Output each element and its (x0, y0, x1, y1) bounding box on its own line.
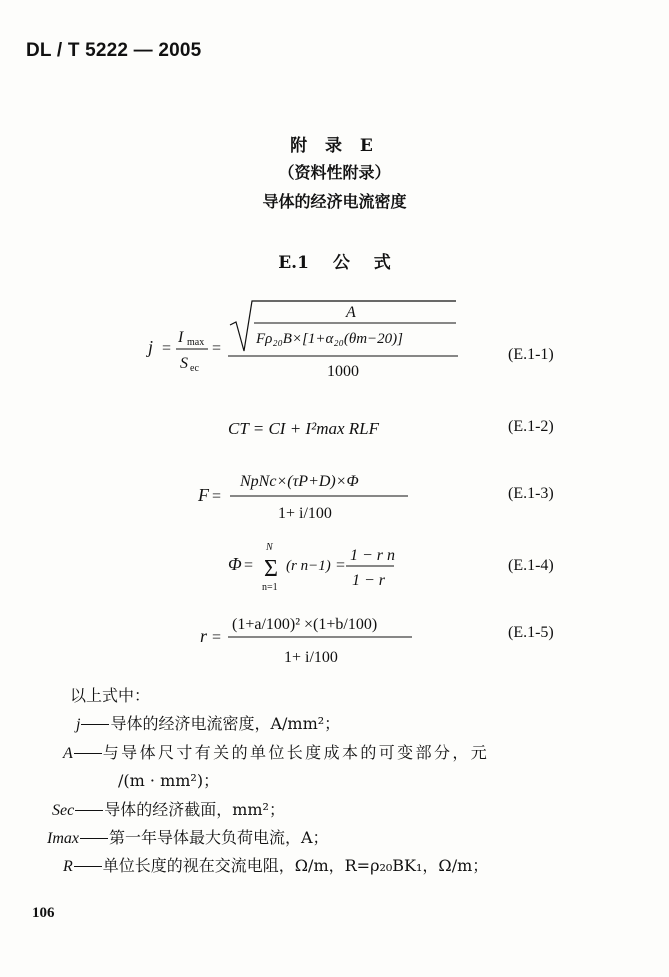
definition-text: /(m · mm²)； (118, 771, 220, 790)
svg-text:=: = (212, 488, 222, 505)
appendix-note: （资料性附录） (278, 163, 391, 182)
svg-text:=: = (212, 629, 222, 646)
eq4-sum-upper: N (266, 542, 273, 553)
svg-text:Σ: Σ (264, 556, 278, 582)
definition-text: 导体的经济电流密度，A/mm²； (110, 714, 341, 733)
definition-text: 导体的经济截面，mm²； (104, 800, 285, 819)
eq5-lhs: r (200, 626, 208, 646)
equation-e1-2 (228, 414, 428, 444)
definition-text: 与导体尺寸有关的单位长度成本的可变部分，元 (102, 743, 490, 762)
eq1-sec-sub: ec (190, 363, 199, 374)
definition-symbol: R (63, 858, 73, 875)
eq1-root-den: Fρ₂₀B×[1+α₂₀(θm−20)] (256, 331, 403, 347)
eq4-lhs: Φ (228, 554, 242, 574)
equation-number: (E.1-3) (508, 485, 554, 502)
svg-text:=: = (212, 340, 222, 357)
definition-j (76, 711, 340, 734)
standard-code: DL / T 5222 — 2005 (26, 40, 202, 61)
definition-symbol: Imax (47, 830, 79, 847)
eq5-num: (1+a/100)² ×(1+b/100) (232, 616, 378, 633)
eq4-num: 1 − r n (350, 547, 396, 564)
eq1-sec: S (180, 355, 188, 372)
section-title: E.1 公 式 (278, 253, 391, 273)
eq3-num: NpNc×(τP+D)×Φ (240, 473, 359, 490)
eq3-lhs: F (198, 485, 209, 505)
definition-imax (47, 825, 329, 848)
equation-e1-1 (140, 295, 470, 385)
eq4-den: 1 − r (352, 572, 386, 589)
appendix-subject: 导体的经济电流密度 (262, 192, 407, 211)
appendix-title: 附 录 E (290, 136, 379, 156)
equation-e1-5 (198, 606, 428, 678)
eq3-den: 1+ i/100 (278, 505, 332, 522)
eq1-den: 1000 (327, 363, 359, 380)
definition-r (63, 853, 488, 876)
definition-symbol: Sec (52, 802, 75, 819)
definition-symbol: j (76, 716, 81, 733)
eq1-imax: I (178, 329, 184, 346)
equation-number: (E.1-1) (508, 346, 554, 363)
svg-text:=: = (162, 340, 172, 357)
eq1-imax-sub: max (187, 337, 205, 348)
legend-lead: 以上式中： (70, 686, 151, 705)
equation-number: (E.1-5) (508, 624, 554, 641)
equation-number: (E.1-4) (508, 557, 554, 574)
definition-a-unit (118, 768, 219, 791)
equation-e1-3 (190, 463, 420, 533)
eq4-term: (r n−1) (286, 558, 331, 574)
equation-e1-4 (228, 540, 428, 600)
eq2-text: CT = CI + I²max RLF (228, 419, 379, 438)
eq5-den: 1+ i/100 (284, 649, 338, 666)
definition-text: 单位长度的视在交流电阻，Ω/m，R=ρ₂₀BK₁，Ω/m； (102, 856, 489, 875)
equation-number: (E.1-2) (508, 418, 554, 435)
svg-text:=: = (336, 557, 346, 574)
definition-symbol: A (63, 745, 73, 762)
definition-sec (52, 797, 285, 820)
definition-text: 第一年导体最大负荷电流，A； (108, 828, 329, 847)
eq4-sum-lower: n=1 (262, 582, 278, 593)
definition-a (63, 740, 489, 763)
eq1-lhs: j (148, 337, 154, 357)
svg-text:=: = (244, 557, 254, 574)
eq1-root-num: A (346, 304, 356, 321)
page-number: 106 (32, 905, 55, 921)
